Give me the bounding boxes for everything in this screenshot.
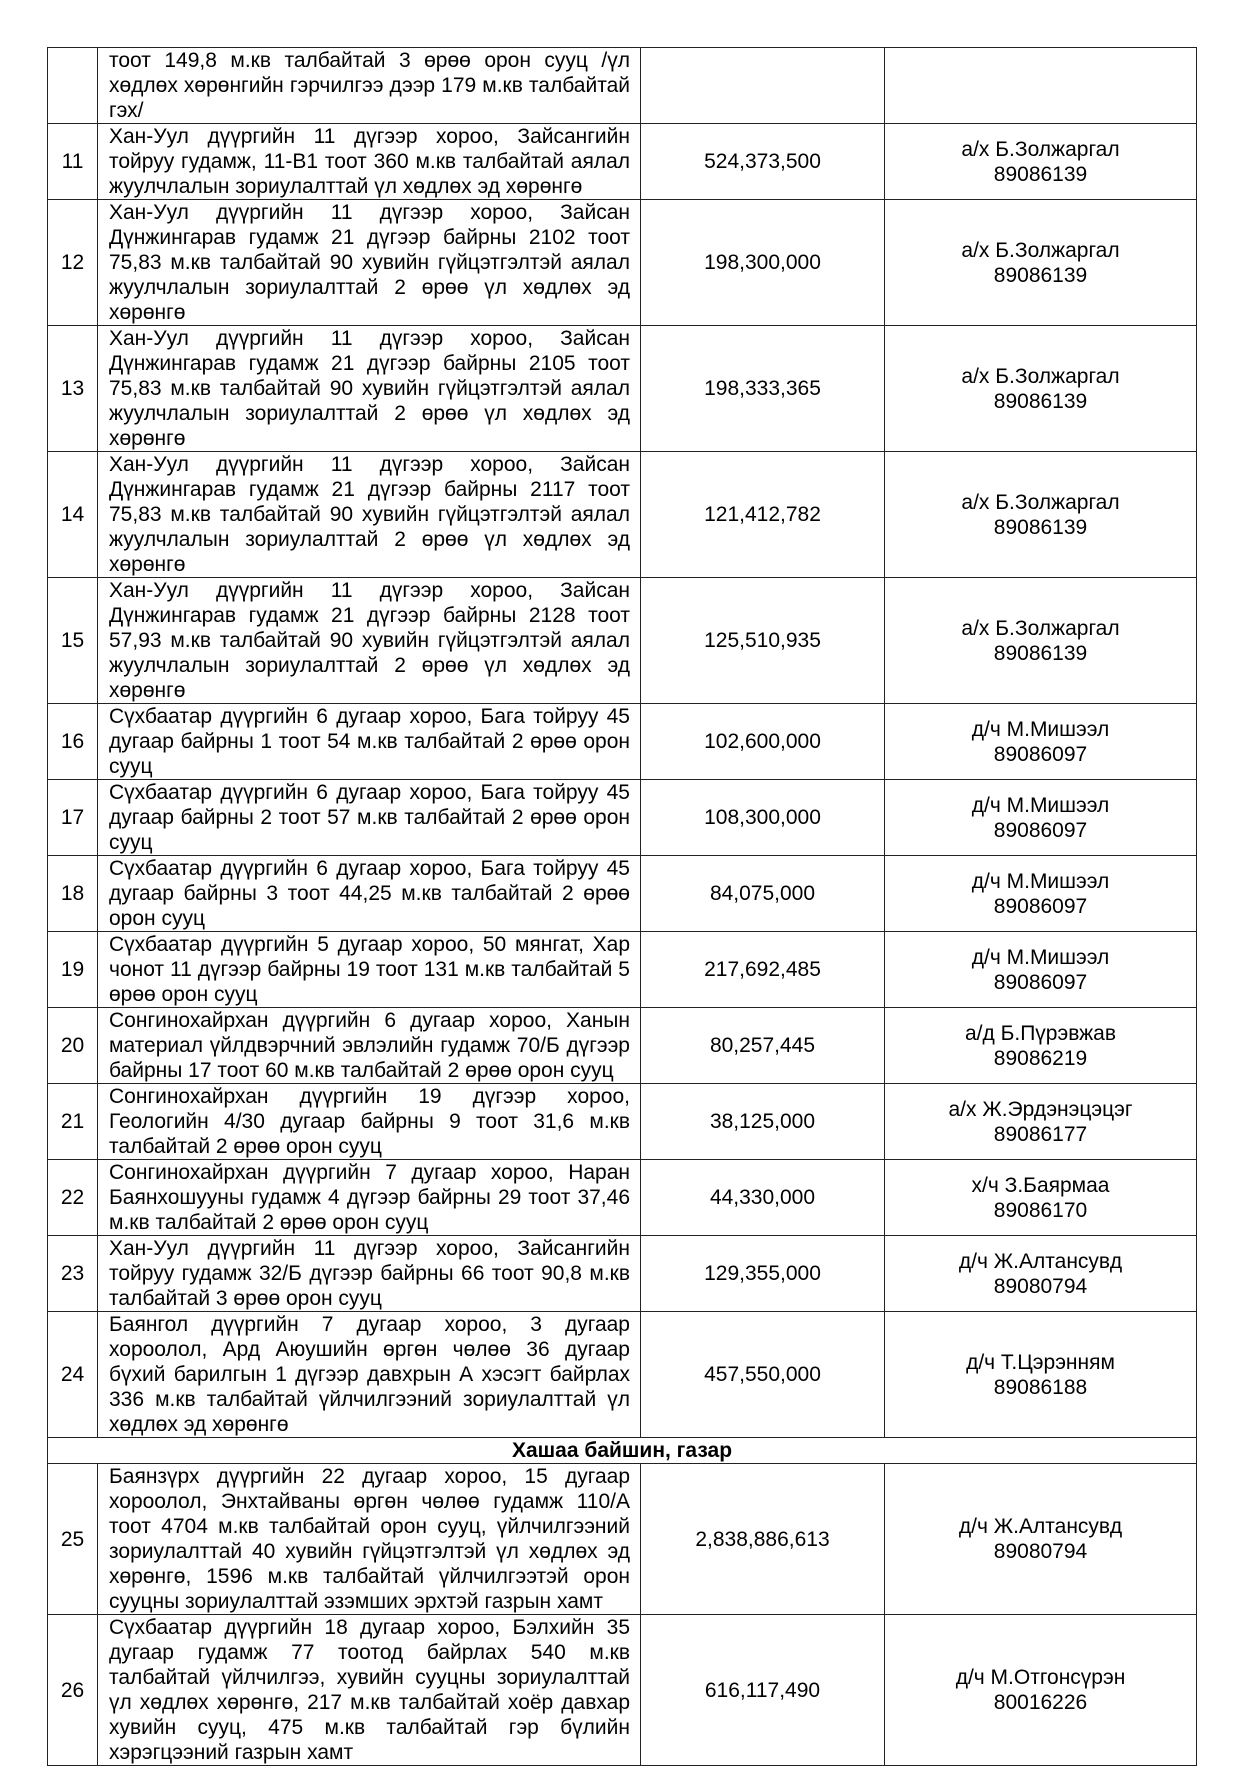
contact-phone: 89086097 bbox=[993, 818, 1088, 842]
property-description: Хан-Уул дүүргийн 11 дүгээр хороо, Зайсан Дүнжингарав гудамж 21 дүгээр байрны 2117 тоот 75,83 м.кв талбайтай 90 хувийн гүйцэтгэлтэй аялал жуулчлалын зориулалттай 2 өрөө үл хөдлөх эд хөрөнгө bbox=[98, 452, 641, 578]
contact-name: д/ч Ж.Алтансувд bbox=[958, 1515, 1123, 1538]
property-description: Сүхбаатар дүүргийн 6 дугаар хороо, Бага тойруу 45 дугаар байрны 3 тоот 44,25 м.кв талбайтай 2 өрөө орон сууц bbox=[98, 856, 641, 932]
table-row bbox=[48, 932, 1197, 1008]
row-number: 16 bbox=[48, 704, 98, 780]
contact-cell bbox=[885, 326, 1197, 452]
table-row bbox=[48, 124, 1197, 200]
property-description: Хан-Уул дүүргийн 11 дүгээр хороо, Зайсан Дүнжингарав гудамж 21 дүгээр байрны 2105 тоот 75,83 м.кв талбайтай 90 хувийн гүйцэтгэлтэй аялал жуулчлалын зориулалттай 2 өрөө үл хөдлөх эд хөрөнгө bbox=[98, 326, 641, 452]
contact-name: д/ч М.Мишээл bbox=[971, 945, 1110, 969]
property-description: Хан-Уул дүүргийн 11 дүгээр хороо, Зайсан Дүнжингарав гудамж 21 дүгээр байрны 2102 тоот 75,83 м.кв талбайтай 90 хувийн гүйцэтгэлтэй аялал жуулчлалын зориулалттай 2 өрөө үл хөдлөх эд хөрөнгө bbox=[98, 200, 641, 326]
section-header bbox=[48, 1438, 1197, 1464]
property-table bbox=[47, 47, 1197, 1766]
contact-name: д/ч М.Мишээл bbox=[971, 793, 1110, 817]
contact-phone: 89086139 bbox=[993, 641, 1088, 665]
contact-phone: 89086139 bbox=[993, 389, 1088, 413]
property-price: 108,300,000 bbox=[641, 780, 885, 856]
property-price: 80,257,445 bbox=[641, 1008, 885, 1084]
contact-phone: 89086097 bbox=[993, 894, 1088, 918]
table-row bbox=[48, 856, 1197, 932]
contact-cell bbox=[885, 1084, 1197, 1160]
table-row bbox=[48, 1084, 1197, 1160]
contact-phone: 89086139 bbox=[993, 162, 1088, 186]
contact-name: х/ч З.Баярмаа bbox=[971, 1173, 1110, 1197]
table-row bbox=[48, 578, 1197, 704]
contact-cell bbox=[885, 48, 1197, 124]
property-description: Сүхбаатар дүүргийн 6 дугаар хороо, Бага тойруу 45 дугаар байрны 1 тоот 54 м.кв талбайтай 2 өрөө орон сууц bbox=[98, 704, 641, 780]
row-number bbox=[48, 48, 98, 124]
property-price: 198,300,000 bbox=[641, 200, 885, 326]
contact-phone: 89086139 bbox=[993, 263, 1088, 287]
contact-name: а/х Б.Золжаргал bbox=[961, 364, 1120, 388]
section-row bbox=[48, 1438, 1197, 1464]
row-number: 23 bbox=[48, 1236, 98, 1312]
contact-cell bbox=[885, 200, 1197, 326]
property-rows bbox=[48, 48, 1197, 1438]
property-description: Хан-Уул дүүргийн 11 дүгээр хороо, Зайсангийн тойруу гудамж, 11-В1 тоот 360 м.кв талбайтай аялал жуулчлалын зориулалттай үл хөдлөх эд хөрөнгө bbox=[98, 124, 641, 200]
contact-cell bbox=[885, 704, 1197, 780]
table-row bbox=[48, 1464, 1197, 1615]
contact-name: д/ч Ж.Алтансувд bbox=[958, 1249, 1123, 1273]
row-number: 19 bbox=[48, 932, 98, 1008]
contact-phone: 89086177 bbox=[993, 1122, 1088, 1146]
table-row bbox=[48, 326, 1197, 452]
contact-phone: 89086188 bbox=[993, 1375, 1088, 1399]
row-number: 12 bbox=[48, 200, 98, 326]
row-number: 13 bbox=[48, 326, 98, 452]
contact-cell bbox=[885, 932, 1197, 1008]
row-number: 25 bbox=[48, 1464, 98, 1615]
property-price: 102,600,000 bbox=[641, 704, 885, 780]
table-row bbox=[48, 48, 1197, 124]
property-price: 616,117,490 bbox=[641, 1615, 885, 1766]
contact-cell bbox=[885, 1236, 1197, 1312]
section-title: Хашаа байшин, газар bbox=[48, 1438, 1197, 1464]
property-price: 129,355,000 bbox=[641, 1236, 885, 1312]
row-number: 20 bbox=[48, 1008, 98, 1084]
contact-name: д/ч М.Мишээл bbox=[971, 717, 1110, 741]
land-rows bbox=[48, 1464, 1197, 1766]
property-description: Хан-Уул дүүргийн 11 дүгээр хороо, Зайсангийн тойруу гудамж 32/Б дүгээр байрны 66 тоот 90,8 м.кв талбайтай 3 өрөө орон сууц bbox=[98, 1236, 641, 1312]
row-number: 22 bbox=[48, 1160, 98, 1236]
contact-cell bbox=[885, 1008, 1197, 1084]
property-price: 217,692,485 bbox=[641, 932, 885, 1008]
row-number: 21 bbox=[48, 1084, 98, 1160]
row-number: 18 bbox=[48, 856, 98, 932]
property-price: 198,333,365 bbox=[641, 326, 885, 452]
property-description: Баянзүрх дүүргийн 22 дугаар хороо, 15 дугаар хороолол, Энхтайваны өргөн чөлөө гудамж 110/А тоот 4704 м.кв талбайтай орон сууц, үйлчилгээний зориулалттай 40 хувийн гүйцэтгэлтэй үл хөдлөх эд хөрөнгө, 1596 м.кв талбайтай үйлчилгээтэй орон сууцны зориулалттай эзэмших эрхтэй газрын хамт bbox=[98, 1464, 641, 1615]
table-row bbox=[48, 704, 1197, 780]
contact-cell bbox=[885, 124, 1197, 200]
contact-name: а/х Ж.Эрдэнэцэцэг bbox=[948, 1097, 1133, 1121]
property-description: Сонгинохайрхан дүүргийн 7 дугаар хороо, Наран Баянхошууны гудамж 4 дүгээр байрны 29 тоот 37,46 м.кв талбайтай 2 өрөө орон сууц bbox=[98, 1160, 641, 1236]
contact-cell bbox=[885, 1464, 1197, 1615]
property-price: 44,330,000 bbox=[641, 1160, 885, 1236]
contact-name: д/ч Т.Цэрэнням bbox=[966, 1350, 1115, 1374]
property-description: Сүхбаатар дүүргийн 6 дугаар хороо, Бага тойруу 45 дугаар байрны 2 тоот 57 м.кв талбайтай 2 өрөө орон сууц bbox=[98, 780, 641, 856]
contact-cell bbox=[885, 452, 1197, 578]
contact-phone: 89086219 bbox=[993, 1046, 1088, 1070]
contact-cell bbox=[885, 1312, 1197, 1438]
contact-phone: 89080794 bbox=[993, 1274, 1088, 1298]
row-number: 17 bbox=[48, 780, 98, 856]
property-description: Сонгинохайрхан дүүргийн 6 дугаар хороо, Ханын материал үйлдвэрчний эвлэлийн гудамж 70/Б дүгээр байрны 17 тоот 60 м.кв талбайтай 2 өрөө орон сууц bbox=[98, 1008, 641, 1084]
row-number: 24 bbox=[48, 1312, 98, 1438]
contact-name: д/ч М.Мишээл bbox=[971, 869, 1110, 893]
property-price bbox=[641, 48, 885, 124]
contact-phone: 89086097 bbox=[993, 742, 1088, 766]
contact-phone: 89080794 bbox=[993, 1540, 1088, 1563]
contact-cell bbox=[885, 1615, 1197, 1766]
contact-phone: 89086097 bbox=[993, 970, 1088, 994]
property-description: Хан-Уул дүүргийн 11 дүгээр хороо, Зайсан Дүнжингарав гудамж 21 дүгээр байрны 2128 тоот 57,93 м.кв талбайтай 90 хувийн гүйцэтгэлтэй аялал жуулчлалын зориулалттай 2 өрөө үл хөдлөх эд хөрөнгө bbox=[98, 578, 641, 704]
table-row bbox=[48, 1160, 1197, 1236]
contact-name: а/х Б.Золжаргал bbox=[961, 490, 1120, 514]
contact-name: а/х Б.Золжаргал bbox=[961, 137, 1120, 161]
property-price: 84,075,000 bbox=[641, 856, 885, 932]
contact-name: д/ч М.Отгонсүрэн bbox=[955, 1666, 1126, 1689]
property-description: Сүхбаатар дүүргийн 5 дугаар хороо, 50 мянгат, Хар чонот 11 дүгээр байрны 19 тоот 131 м.кв талбайтай 5 өрөө орон сууц bbox=[98, 932, 641, 1008]
property-price: 2,838,886,613 bbox=[641, 1464, 885, 1615]
property-price: 125,510,935 bbox=[641, 578, 885, 704]
property-description: Сүхбаатар дүүргийн 18 дугаар хороо, Бэлхийн 35 дугаар гудамж 77 тоотод байрлах 540 м.кв талбайтай үйлчилгээ, хувийн сууцны зориулалттай үл хөдлөх хөрөнгө, 217 м.кв талбайтай хоёр давхар хувийн сууц, 475 м.кв талбайтай гэр бүлийн хэрэгцээний газрын хамт bbox=[98, 1615, 641, 1766]
table-row bbox=[48, 452, 1197, 578]
property-description: Баянгол дүүргийн 7 дугаар хороо, 3 дугаар хороолол, Ард Аюушийн өргөн чөлөө 36 дугаар бүхий барилгын 1 дүгээр давхрын А хэсэгт байрлах 336 м.кв талбайтай үйлчилгээний зориулалттай үл хөдлөх эд хөрөнгө bbox=[98, 1312, 641, 1438]
contact-name: а/х Б.Золжаргал bbox=[961, 616, 1120, 640]
property-description: Сонгинохайрхан дүүргийн 19 дүгээр хороо, Геологийн 4/30 дугаар байрны 9 тоот 31,6 м.кв талбайтай 2 өрөө орон сууц bbox=[98, 1084, 641, 1160]
row-number: 26 bbox=[48, 1615, 98, 1766]
contact-cell bbox=[885, 578, 1197, 704]
contact-phone: 89086139 bbox=[993, 515, 1088, 539]
table-row bbox=[48, 780, 1197, 856]
property-price: 38,125,000 bbox=[641, 1084, 885, 1160]
contact-phone: 89086170 bbox=[993, 1198, 1088, 1222]
table-row bbox=[48, 1008, 1197, 1084]
table-row bbox=[48, 1236, 1197, 1312]
row-number: 14 bbox=[48, 452, 98, 578]
row-number: 15 bbox=[48, 578, 98, 704]
contact-cell bbox=[885, 780, 1197, 856]
table-row bbox=[48, 200, 1197, 326]
table-row bbox=[48, 1615, 1197, 1766]
contact-cell bbox=[885, 1160, 1197, 1236]
row-number: 11 bbox=[48, 124, 98, 200]
contact-cell bbox=[885, 856, 1197, 932]
contact-phone: 80016226 bbox=[993, 1691, 1088, 1714]
property-description: тоот 149,8 м.кв талбайтай 3 өрөө орон сууц /үл хөдлөх хөрөнгийн гэрчилгээ дээр 179 м.кв талбайтай гэх/ bbox=[98, 48, 641, 124]
table-row bbox=[48, 1312, 1197, 1438]
property-price: 524,373,500 bbox=[641, 124, 885, 200]
contact-name: а/д Б.Пүрэвжав bbox=[964, 1021, 1116, 1045]
property-price: 121,412,782 bbox=[641, 452, 885, 578]
property-price: 457,550,000 bbox=[641, 1312, 885, 1438]
contact-name: а/х Б.Золжаргал bbox=[961, 238, 1120, 262]
